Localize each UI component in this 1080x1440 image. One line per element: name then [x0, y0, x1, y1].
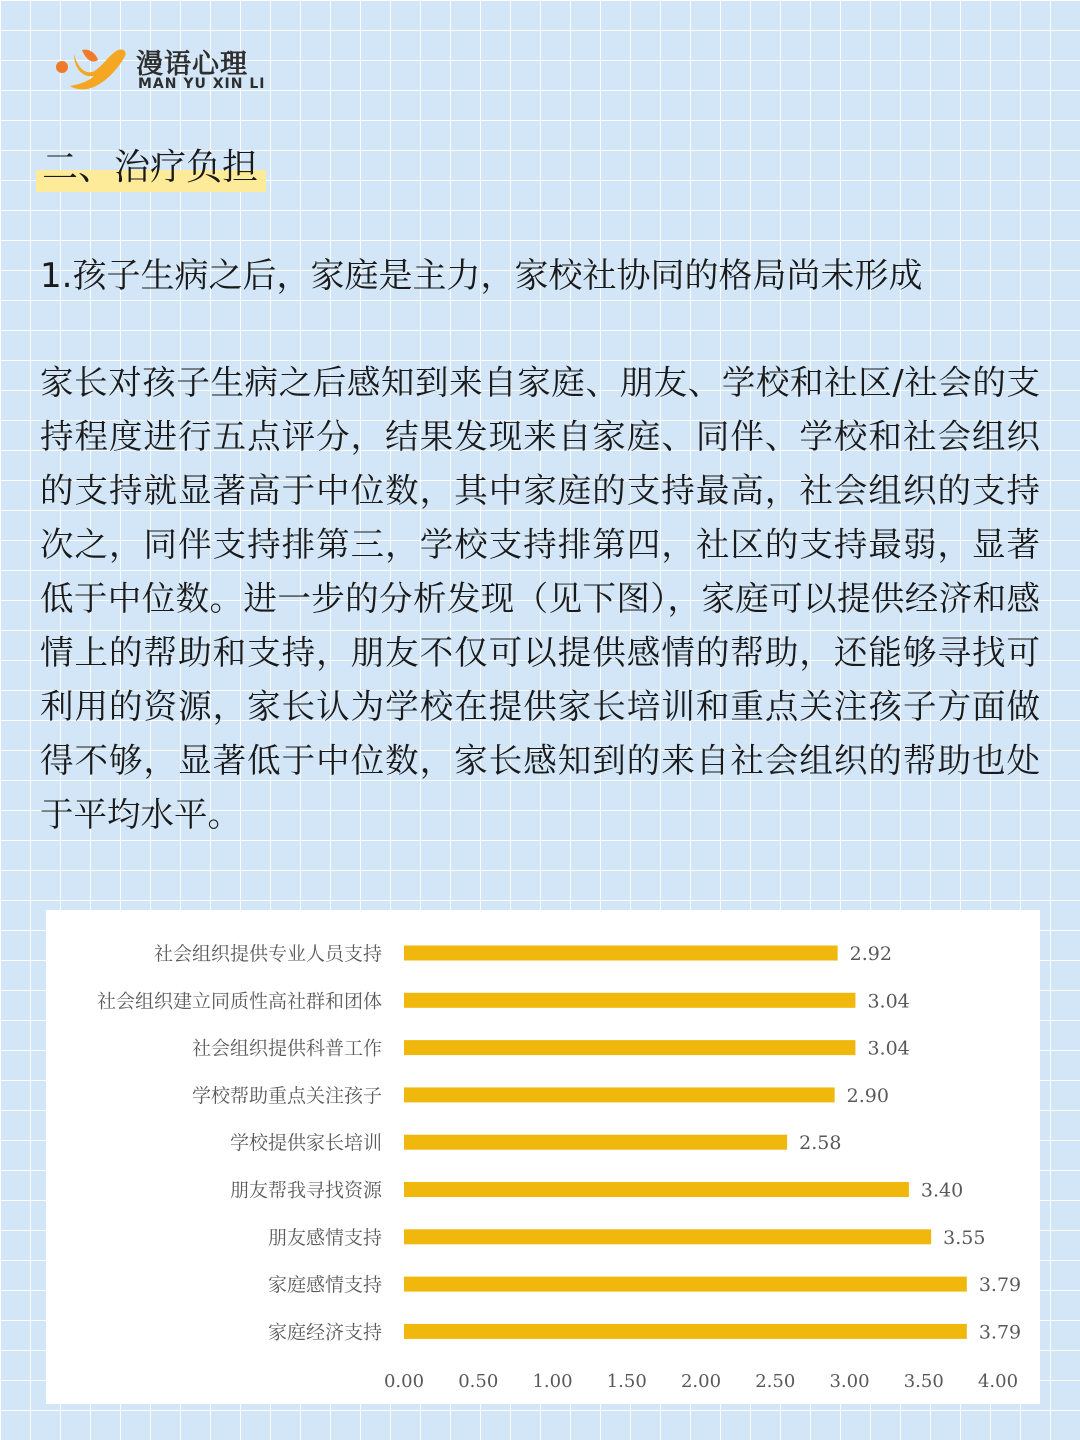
category-label: 社会组织提供专业人员支持	[153, 943, 382, 965]
bar	[404, 1229, 931, 1244]
category-label: 朋友感情支持	[267, 1226, 382, 1249]
logo-name-cn: 漫语心理	[136, 49, 248, 80]
category-label: 社会组织建立同质性高社群和团体	[96, 990, 382, 1013]
value-label: 3.04	[867, 1037, 910, 1060]
category-label: 家庭感情支持	[267, 1274, 382, 1297]
value-label: 3.79	[978, 1274, 1022, 1297]
bar	[404, 1182, 909, 1197]
value-label: 2.58	[799, 1132, 842, 1155]
brand-logo	[52, 40, 292, 100]
x-tick-label: 3.50	[903, 1371, 944, 1392]
bar	[404, 1277, 967, 1292]
x-tick-label: 1.00	[532, 1371, 573, 1392]
logo-name-en: MAN YU XIN LI	[138, 76, 266, 92]
chart-card	[46, 910, 1040, 1404]
x-tick-label: 0.50	[458, 1371, 499, 1392]
x-tick-label: 2.50	[755, 1371, 796, 1392]
x-tick-label: 3.00	[829, 1371, 870, 1392]
value-label: 3.04	[867, 990, 910, 1013]
x-tick-label: 1.50	[606, 1371, 647, 1392]
body-paragraph: 家长对孩子生病之后感知到来自家庭、朋友、学校和社区/社会的支持程度进行五点评分，结果发现来自家庭、同伴、学校和社会组织的支持就显著高于中位数，其中家庭的支持最高，社会组织的支持次之，同伴支持排第三，学校支持排第四，社区的支持最弱，显著低于中位数。进一步的分析发现（见下图），家庭可以提供经济和感情上的帮助和支持，朋友不仅可以提供感情的帮助，还能够寻找可利用的资源，家长认为学校在提供家长培训和重点关注孩子方面做得不够，显著低于中位数，家长感知到的来自社会组织的帮助也处于平均水平。	[40, 363, 1040, 834]
subtitle: 1.孩子生病之后，家庭是主力，家校社协同的格局尚未形成	[40, 256, 923, 296]
logo-mark-icon	[52, 40, 132, 96]
bar	[404, 1135, 787, 1150]
value-label: 3.40	[920, 1179, 964, 1202]
value-label: 2.90	[846, 1084, 889, 1107]
bar	[404, 946, 838, 961]
bar	[404, 1087, 835, 1102]
value-label: 3.55	[943, 1226, 986, 1249]
category-label: 学校提供家长培训	[229, 1132, 382, 1155]
bar	[404, 993, 855, 1008]
value-label: 2.92	[849, 943, 892, 965]
section-title: 二、治疗负担	[36, 144, 266, 192]
x-tick-label: 4.00	[977, 1371, 1019, 1392]
bar	[404, 1040, 855, 1055]
category-label: 家庭经济支持	[267, 1321, 382, 1344]
horizontal-bar-chart	[46, 910, 1040, 1404]
bar	[404, 1324, 967, 1339]
x-tick-label: 2.00	[680, 1371, 722, 1392]
category-label: 朋友帮我寻找资源	[229, 1179, 382, 1202]
category-label: 社会组织提供科普工作	[191, 1037, 382, 1060]
x-tick-label: 0.00	[383, 1371, 425, 1392]
category-label: 学校帮助重点关注孩子	[191, 1084, 382, 1107]
value-label: 3.79	[978, 1321, 1022, 1344]
